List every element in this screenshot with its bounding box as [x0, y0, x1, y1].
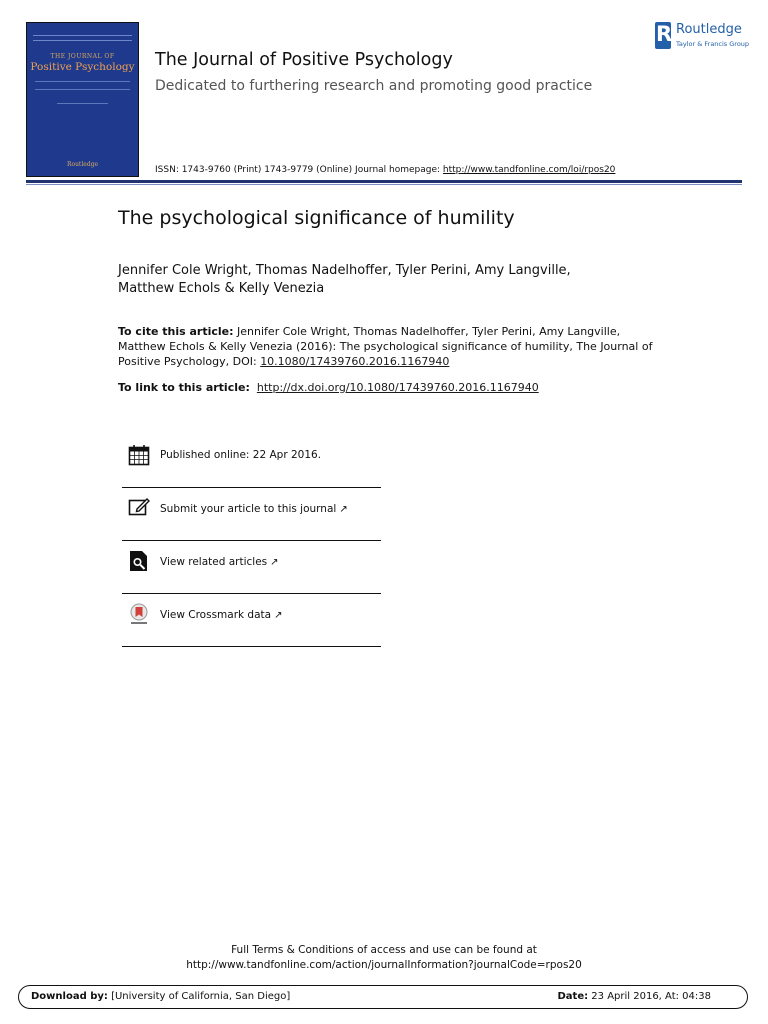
- related-articles-label: View related articles: [160, 556, 268, 568]
- article-doi-url[interactable]: http://dx.doi.org/10.1080/17439760.2016.1167940: [256, 381, 539, 394]
- cover-title: Positive Psychology: [30, 61, 135, 73]
- submit-article-label: Submit your article to this journal: [160, 503, 337, 515]
- crossmark-row[interactable]: [122, 594, 381, 647]
- calendar-icon: [128, 444, 150, 466]
- journal-title: The Journal of Positive Psychology: [155, 50, 453, 70]
- authors-line: Matthew Echols & Kelly Venezia: [118, 281, 325, 296]
- terms-url[interactable]: http://www.tandfonline.com/action/journalInformation?journalCode=rpos20: [186, 959, 582, 971]
- external-link-icon: ↗: [274, 610, 283, 621]
- cover-bottom-text: Routledge: [66, 161, 99, 168]
- terms-notice: [0, 943, 768, 973]
- published-online-row: [122, 440, 381, 488]
- authors-line: Jennifer Cole Wright, Thomas Nadelhoffer, Tyler Perini, Amy Langville,: [118, 263, 571, 278]
- crossmark-link[interactable]: [160, 609, 282, 621]
- header-divider: [26, 180, 742, 183]
- article-link-line: [118, 381, 539, 394]
- cover-rule: [57, 103, 108, 104]
- search-document-icon: [128, 550, 150, 572]
- download-info-bar: [18, 985, 748, 1009]
- cite-label: To cite this article:: [118, 325, 234, 338]
- download-value: [University of California, San Diego]: [107, 991, 291, 1002]
- related-articles-link[interactable]: [160, 556, 279, 568]
- issn-line: [155, 165, 615, 175]
- publisher-name: Routledge: [676, 22, 742, 37]
- date-label: Date:: [557, 991, 589, 1002]
- publisher-group: Taylor & Francis Group: [676, 40, 750, 48]
- link-label: To link to this article:: [118, 381, 250, 394]
- crossmark-label: View Crossmark data: [160, 609, 272, 621]
- header-divider-thin: [26, 184, 742, 185]
- download-label: Download by:: [31, 991, 108, 1002]
- cover-rule: [35, 89, 130, 90]
- issn-text: ISSN: 1743-9760 (Print) 1743-9779 (Online) Journal homepage:: [155, 165, 443, 175]
- cite-text: Jennifer Cole Wright, Thomas Nadelhoffer, Tyler Perini, Amy Langville, Matthew Echols & Kelly Venezia (2016): The psychological significance of humility, The Journal of Positive Psychology, DOI:: [118, 325, 653, 368]
- row-divider: [122, 646, 381, 647]
- publisher-logo[interactable]: [655, 22, 755, 52]
- external-link-icon: ↗: [270, 557, 279, 568]
- routledge-logo-icon: R: [655, 22, 671, 49]
- submit-article-row[interactable]: [122, 488, 381, 541]
- related-articles-row[interactable]: [122, 541, 381, 594]
- journal-homepage-link[interactable]: http://www.tandfonline.com/loi/rpos20: [442, 165, 616, 175]
- download-by: [31, 991, 290, 1002]
- cover-small-text: THE JOURNAL OF: [50, 53, 115, 60]
- published-online-text: Published online: 22 Apr 2016.: [160, 449, 322, 461]
- cover-decoration: [33, 35, 132, 41]
- download-date: [557, 991, 711, 1002]
- crossmark-icon: [128, 603, 150, 625]
- article-authors: [118, 262, 638, 298]
- edit-icon: [128, 496, 150, 518]
- article-title: The psychological significance of humility: [118, 207, 515, 229]
- journal-cover-image: [26, 22, 139, 177]
- submit-article-link[interactable]: [160, 503, 348, 515]
- cover-rule: [35, 81, 130, 82]
- date-value: 23 April 2016, At: 04:38: [588, 991, 711, 1002]
- terms-line: Full Terms & Conditions of access and use can be found at: [231, 944, 537, 956]
- external-link-icon: ↗: [339, 504, 348, 515]
- doi-link[interactable]: 10.1080/17439760.2016.1167940: [260, 355, 450, 368]
- journal-subtitle: Dedicated to furthering research and promoting good practice: [155, 78, 593, 94]
- citation: [118, 324, 658, 369]
